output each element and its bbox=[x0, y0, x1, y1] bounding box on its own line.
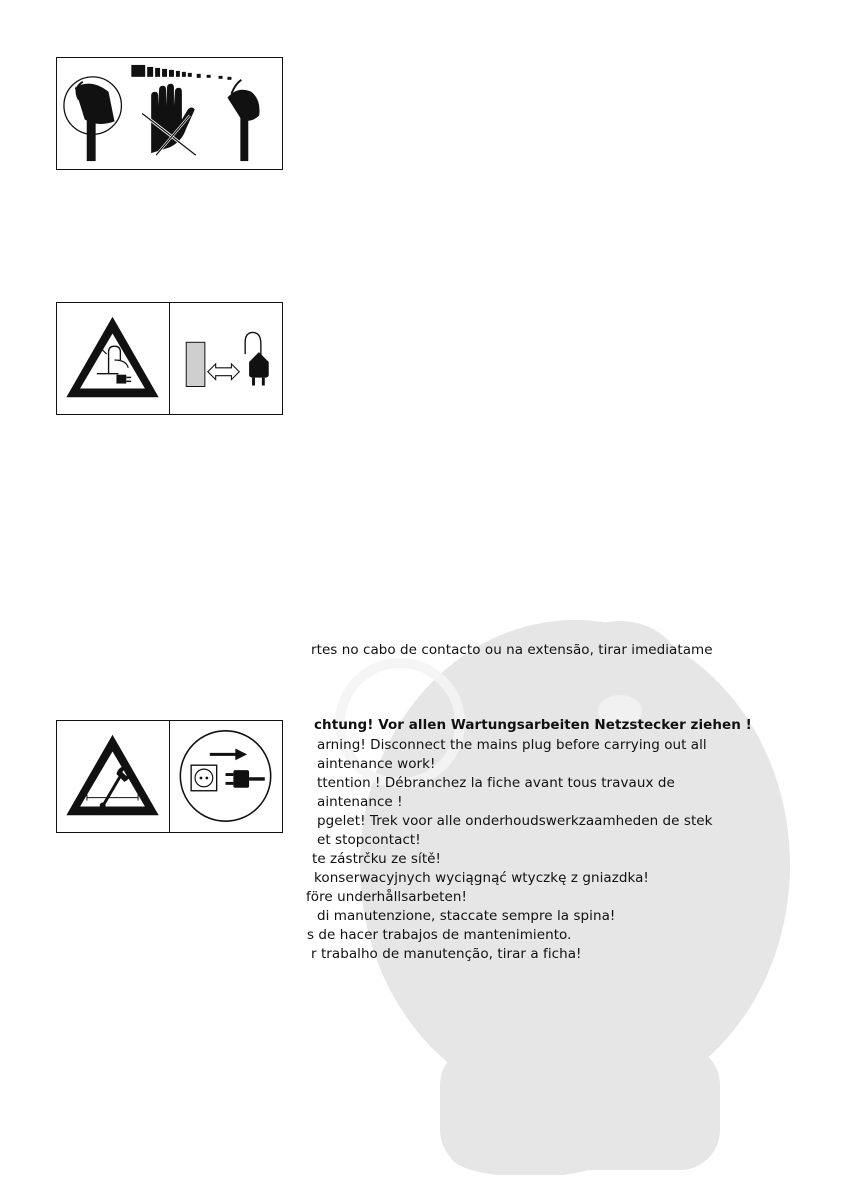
french-warning-line-cont: aintenance ! bbox=[317, 794, 403, 810]
english-warning-line: arning! Disconnect the mains plug before carrying out all bbox=[317, 737, 707, 753]
german-warning-line: chtung! Vor allen Wartungsarbeiten Netzstecker ziehen ! bbox=[314, 717, 752, 733]
socket-unplug-icon bbox=[169, 721, 282, 832]
english-warning-line-cont: aintenance work! bbox=[317, 756, 436, 772]
rotating-cutter-icon bbox=[64, 77, 121, 161]
damaged-cable-warning-triangle-icon bbox=[57, 303, 169, 414]
unplug-mains-icon bbox=[169, 303, 282, 414]
polish-warning-line: konserwacyjnych wyciągnąć wtyczkę z gniazdka! bbox=[314, 870, 649, 886]
maintenance-disconnect-pictogram bbox=[56, 720, 283, 833]
italian-warning-line: di manutenzione, staccate sempre la spina! bbox=[317, 908, 616, 924]
czech-warning-line: te zástrčku ze sítě! bbox=[312, 851, 441, 867]
hand-near-rotating-cutter-warning-pictogram bbox=[56, 57, 283, 170]
swedish-warning-line: före underhållsarbeten! bbox=[306, 889, 467, 905]
dutch-warning-line: pgelet! Trek voor alle onderhoudswerkzaamheden de stek bbox=[317, 813, 713, 829]
french-warning-line: ttention ! Débranchez la fiche avant tous travaux de bbox=[317, 775, 675, 791]
portuguese-warning-line: r trabalho de manutenção, tirar a ficha! bbox=[311, 946, 582, 962]
rotating-cutter-icon bbox=[227, 80, 259, 161]
crossed-out-hand-icon bbox=[57, 58, 282, 170]
wrench-warning-triangle-icon bbox=[57, 721, 169, 832]
damaged-cable-warning-pictogram bbox=[56, 302, 283, 415]
spanish-warning-line: s de hacer trabajos de mantenimiento. bbox=[307, 927, 572, 943]
dutch-warning-line-cont: et stopcontact! bbox=[317, 832, 421, 848]
portuguese-cable-damage-line: rtes no cabo de contacto ou na extensão, tirar imediatame bbox=[311, 642, 713, 658]
